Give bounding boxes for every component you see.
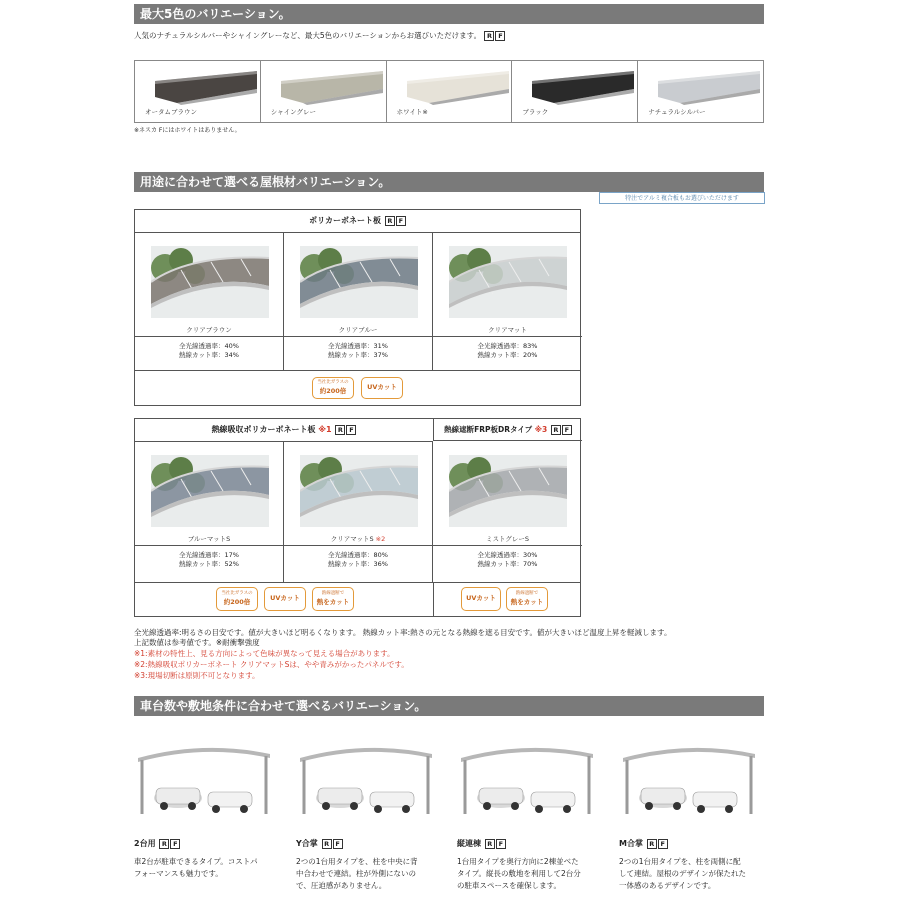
color-swatch-label: ナチュラルシルバー	[648, 108, 706, 116]
polycarbonate-panel	[134, 209, 581, 406]
roof-material-photo	[449, 246, 567, 322]
note-line-2: 上記数値は参考値です。※耐衝撃強度	[134, 638, 260, 647]
frp-heat-cut-badge	[506, 587, 548, 611]
color-swatch	[638, 61, 763, 122]
r-mark: R	[385, 216, 395, 226]
layout-title	[457, 838, 506, 849]
carport-layout-item	[296, 738, 441, 890]
divider	[433, 545, 582, 546]
light-transmittance: 全光線透過率：17%	[179, 551, 239, 559]
color-swatch-row	[134, 60, 764, 123]
roof-material-cell	[135, 441, 284, 582]
layout-description	[619, 856, 746, 892]
roof-sample-image	[147, 67, 257, 105]
material-name-text: ミストグレーS	[486, 535, 529, 543]
polycarbonate-header	[135, 210, 580, 233]
color-swatch	[261, 61, 387, 122]
divider	[284, 336, 432, 337]
heat-cut-rate: 熱線カット率：37%	[328, 351, 388, 359]
layout-desc-line: タイプ。縦長の敷地を利用して2台分	[457, 869, 581, 878]
heat-cut-rate: 熱線カット率：20%	[477, 351, 538, 359]
roof-sample-image	[273, 67, 383, 105]
f-mark: F	[170, 839, 180, 849]
layout-desc-line: して連結。屋根のデザインが保たれた	[619, 869, 746, 878]
red-note-3: ※3:現場切断は原則不可となります。	[134, 671, 260, 680]
material-name-text: クリアブルー	[338, 326, 378, 334]
light-transmittance: 全光線透過率：30%	[477, 551, 538, 559]
roof-material-cell	[135, 232, 284, 370]
note-line-1: 全光線透過率:明るさの目安です。値が大きいほど明るくなります。 熱線カット率:熱さの元となる熱線を遮る目安です。値が大きいほど温度上昇を軽減します。	[134, 628, 672, 637]
material-name-text: クリアマット	[488, 326, 527, 334]
layout-title	[296, 838, 343, 849]
layout-desc-line: フォーマンスも魅力です。	[134, 869, 223, 878]
carport-illustration	[457, 738, 597, 820]
layout-desc-line: 中合わせで連結。柱が外側にないの	[296, 869, 416, 878]
roof-material-name	[135, 325, 283, 334]
roof-sample-image	[524, 67, 634, 105]
layout-description	[134, 856, 258, 880]
carport-illustration	[619, 738, 759, 820]
r-mark: R	[647, 839, 657, 849]
roof-sample-image	[650, 67, 760, 105]
color-swatch-label: ブラック	[522, 108, 549, 116]
roof-material-photo	[300, 455, 418, 531]
roof-material-cell	[284, 232, 433, 370]
material-name-text: クリアマットS	[330, 535, 374, 543]
heat-absorbing-panel	[134, 418, 581, 617]
layout-desc-line: 2つの1台用タイプを、柱を中央に背	[296, 857, 418, 866]
impact-strength-badge	[312, 377, 354, 399]
light-transmittance: 全光線透過率：31%	[328, 342, 388, 350]
badge-small-text: 熱線遮断で	[321, 591, 345, 596]
badge-small-text: 当社比ガラスの	[317, 380, 349, 385]
color-swatch-label: オータムブラウン	[145, 108, 197, 116]
r-mark: R	[484, 31, 494, 41]
roof-material-name	[284, 325, 432, 334]
carport-illustration	[134, 738, 274, 820]
layout-description	[457, 856, 581, 892]
frp-title: 熱線遮断FRP板DRタイプ	[444, 425, 533, 434]
divider	[135, 545, 283, 546]
heat-cut-rate: 熱線カット率：36%	[328, 560, 388, 568]
heat-absorbing-header	[135, 419, 433, 442]
carport-layout-item	[457, 738, 602, 890]
r-mark: R	[322, 839, 332, 849]
carport-illustration	[296, 738, 436, 820]
f-mark: F	[658, 839, 668, 849]
divider	[135, 370, 580, 371]
roof-material-photo	[151, 455, 269, 531]
roof-material-name	[433, 325, 582, 334]
layout-desc-line: 2つの1台用タイプを、柱を両側に配	[619, 857, 741, 866]
badge-small-text: 熱線遮断で	[515, 591, 539, 596]
r-mark: R	[159, 839, 169, 849]
divider	[135, 582, 580, 583]
color-swatch-label: ホワイト※	[396, 108, 428, 116]
layout-title-text: 縦連棟	[457, 839, 481, 848]
frp-mark: ※3	[534, 425, 548, 434]
f-mark: F	[346, 425, 356, 435]
r-mark: R	[551, 425, 561, 435]
roof-material-photo	[449, 455, 567, 531]
roof-material-cell	[433, 441, 582, 582]
divider	[284, 545, 432, 546]
layout-title-text: Y合掌	[296, 839, 318, 848]
polycarbonate-title: ポリカーボネート板	[309, 216, 382, 225]
color-swatch-label: シャイングレー	[270, 108, 317, 116]
roof-material-photo	[300, 246, 418, 322]
frp-uv-cut-badge: UVカット	[461, 587, 501, 611]
divider	[433, 582, 434, 617]
material-name-text: クリアブラウン	[186, 326, 232, 334]
red-note-1: ※1:素材の特性上、見る方向によって色味が異なって見える場合があります。	[134, 649, 395, 658]
badge-big-text: 約200倍	[223, 598, 251, 606]
heat-cut-rate: 熱線カット率：70%	[477, 560, 538, 568]
layout-desc-line: 一体感のあるデザインです。	[619, 881, 716, 890]
layout-title	[619, 838, 668, 849]
colors-footnote: ※ネスカ Fにはホワイトはありません。	[134, 127, 241, 134]
uv-cut-badge: UVカット	[264, 587, 306, 611]
section-title-colors: 最大5色のバリエーション。	[134, 4, 764, 24]
f-mark: F	[495, 31, 505, 41]
material-mark: ※2	[375, 535, 386, 543]
color-swatch	[512, 61, 638, 122]
color-swatch	[387, 61, 513, 122]
material-name-text: ブルーマットS	[187, 535, 231, 543]
badge-small-text: 当社比ガラスの	[221, 591, 253, 596]
light-transmittance: 全光線透過率：40%	[179, 342, 239, 350]
roof-material-cell	[284, 441, 433, 582]
roof-sample-image	[399, 67, 509, 105]
f-mark: F	[562, 425, 572, 435]
colors-intro	[134, 31, 505, 41]
layout-desc-line: 車2台が駐車できるタイプ。コストパ	[134, 857, 258, 866]
roof-material-name	[433, 534, 582, 543]
red-note-2: ※2:熱線吸収ポリカーボネート クリアマットSは、やや青みがかったパネルです。	[134, 660, 409, 669]
layout-title	[134, 838, 180, 849]
colors-intro-text: 人気のナチュラルシルバーやシャイングレーなど、最大5色のバリエーションからお選びいただけます。	[134, 31, 482, 40]
section-title-layouts: 車台数や敷地条件に合わせて選べるバリエーション。	[134, 696, 764, 716]
layout-desc-line: の駐車スペースを確保します。	[457, 881, 562, 890]
roof-material-photo	[151, 246, 269, 322]
section-title-roof: 用途に合わせて選べる屋根材バリエーション。	[134, 172, 764, 192]
light-transmittance: 全光線透過率：80%	[328, 551, 388, 559]
layout-title-text: 2台用	[134, 839, 156, 848]
f-mark: F	[496, 839, 506, 849]
light-transmittance: 全光線透過率：83%	[477, 342, 538, 350]
heat-cut-rate: 熱線カット率：52%	[179, 560, 239, 568]
badge-big-text: 熱をカット	[510, 598, 544, 606]
badge-big-text: 熱をカット	[316, 598, 350, 606]
layout-desc-line: 1台用タイプを奥行方向に2棟並べた	[457, 857, 579, 866]
divider	[433, 336, 582, 337]
roof-material-name	[284, 534, 432, 543]
carport-layout-item	[619, 738, 764, 890]
f-mark: F	[396, 216, 406, 226]
r-mark: R	[485, 839, 495, 849]
layout-title-text: M合掌	[619, 839, 643, 848]
r-mark: R	[335, 425, 345, 435]
layout-description	[296, 856, 418, 892]
layout-desc-line: で、圧迫感がありません。	[296, 881, 387, 890]
roof-material-cell	[433, 232, 582, 370]
f-mark: F	[333, 839, 343, 849]
frp-header	[433, 419, 582, 441]
divider	[135, 336, 283, 337]
heat-cut-rate: 熱線カット率：34%	[179, 351, 239, 359]
carport-layout-item	[134, 738, 279, 878]
heat-absorbing-mark: ※1	[318, 425, 332, 434]
badge-big-text: 約200倍	[319, 387, 347, 395]
heat-absorbing-title: 熱線吸収ポリカーボネート板	[211, 425, 316, 434]
impact-strength-badge	[216, 587, 258, 611]
color-swatch	[135, 61, 261, 122]
custom-order-note: 特注でアルミ複合板もお選びいただけます	[599, 192, 765, 204]
uv-cut-badge: UVカット	[361, 377, 403, 399]
heat-cut-badge	[312, 587, 354, 611]
roof-material-name	[135, 534, 283, 543]
